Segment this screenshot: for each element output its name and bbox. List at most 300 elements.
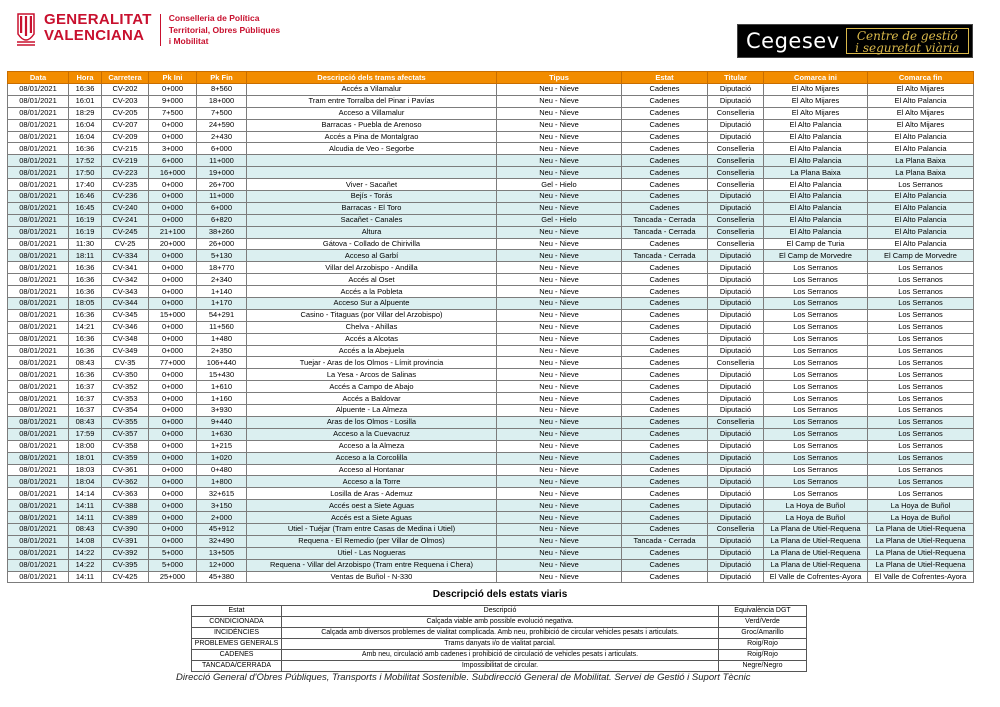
table-row <box>8 428 974 440</box>
table-cell: Neu - Nieve <box>497 428 622 440</box>
table-cell: 08/01/2021 <box>8 559 69 571</box>
table-cell: Cadenes <box>622 167 708 179</box>
table-cell: 16:37 <box>69 405 102 417</box>
table-cell: Diputació <box>708 488 764 500</box>
table-cell: 08/01/2021 <box>8 416 69 428</box>
table-cell: 08/01/2021 <box>8 309 69 321</box>
table-cell: Neu - Nieve <box>497 547 622 559</box>
table-cell: 08/01/2021 <box>8 143 69 155</box>
table-cell: Conselleria <box>708 107 764 119</box>
table-cell: 08/01/2021 <box>8 286 69 298</box>
table-cell: 14:22 <box>69 547 102 559</box>
column-header: Tipus <box>497 72 622 84</box>
table-cell: Conselleria <box>708 416 764 428</box>
legend-row <box>192 617 807 628</box>
table-cell: 14:08 <box>69 535 102 547</box>
table-cell: Tuejar - Aras de los Olmos - Límit provincia <box>247 357 497 369</box>
table-cell: 14:14 <box>69 488 102 500</box>
table-cell: Neu - Nieve <box>497 95 622 107</box>
table-cell: Los Serranos <box>764 428 868 440</box>
table-cell: Acceso al Hontanar <box>247 464 497 476</box>
table-cell: 08/01/2021 <box>8 274 69 286</box>
table-cell: El Alto Mijares <box>868 84 974 96</box>
table-cell: Neu - Nieve <box>497 523 622 535</box>
table-cell: Los Serranos <box>868 274 974 286</box>
table-cell: 14:21 <box>69 321 102 333</box>
cons-line2: Territorial, Obres Públiques <box>168 24 281 35</box>
table-cell: El Alto Palancia <box>868 143 974 155</box>
table-row <box>8 191 974 203</box>
table-cell: 14:11 <box>69 512 102 524</box>
table-cell: Cadenes <box>622 369 708 381</box>
table-cell: La Plana Baixa <box>868 155 974 167</box>
table-cell: Los Serranos <box>764 464 868 476</box>
table-cell: 0+000 <box>149 298 197 310</box>
table-cell: 08/01/2021 <box>8 84 69 96</box>
table-cell: Los Serranos <box>868 345 974 357</box>
table-cell: Los Serranos <box>764 476 868 488</box>
cegesev-sub1: Centre de gestió <box>856 29 958 43</box>
table-cell: Los Serranos <box>764 286 868 298</box>
table-cell: Neu - Nieve <box>497 274 622 286</box>
table-cell: Los Serranos <box>868 428 974 440</box>
table-cell: Cadenes <box>622 155 708 167</box>
table-row <box>8 571 974 583</box>
table-cell: Los Serranos <box>868 464 974 476</box>
table-cell: Diputació <box>708 547 764 559</box>
table-cell: Neu - Nieve <box>497 167 622 179</box>
table-cell: El Alto Palancia <box>764 143 868 155</box>
table-cell: 0+000 <box>149 405 197 417</box>
table-cell: CV-35 <box>102 357 149 369</box>
table-row <box>8 262 974 274</box>
table-cell: 16:36 <box>69 333 102 345</box>
table-cell: Neu - Nieve <box>497 226 622 238</box>
table-cell: CV-349 <box>102 345 149 357</box>
table-cell: 3+000 <box>149 143 197 155</box>
table-cell: Acceso a la Corcolilla <box>247 452 497 464</box>
table-cell: CV-352 <box>102 381 149 393</box>
table-cell: 08/01/2021 <box>8 167 69 179</box>
table-cell: Barracas - Puebla de Arenoso <box>247 119 497 131</box>
legend-cell: PROBLEMES GENERALS <box>192 639 282 650</box>
column-header: Descripció dels trams afectats <box>247 72 497 84</box>
column-header: Data <box>8 72 69 84</box>
table-cell: Cadenes <box>622 274 708 286</box>
table-cell: Neu - Nieve <box>497 393 622 405</box>
table-cell: Conselleria <box>708 167 764 179</box>
table-cell: Diputació <box>708 345 764 357</box>
table-cell: 16+000 <box>149 167 197 179</box>
table-cell: La Plana de Utiel-Requena <box>764 535 868 547</box>
table-cell: El Alto Palancia <box>764 214 868 226</box>
table-cell: 0+000 <box>149 131 197 143</box>
table-cell: Los Serranos <box>764 405 868 417</box>
table-cell: La Plana de Utiel-Requena <box>764 547 868 559</box>
table-cell: 0+000 <box>149 333 197 345</box>
table-cell: 08/01/2021 <box>8 131 69 143</box>
table-cell: La Plana de Utiel-Requena <box>764 559 868 571</box>
table-cell: Cadenes <box>622 321 708 333</box>
table-cell: 08/01/2021 <box>8 321 69 333</box>
table-cell: Diputació <box>708 535 764 547</box>
table-cell: El Alto Palancia <box>868 238 974 250</box>
table-cell: 16:19 <box>69 214 102 226</box>
table-cell: 1+020 <box>197 452 247 464</box>
table-cell: CV-389 <box>102 512 149 524</box>
table-cell: Sacañet - Canales <box>247 214 497 226</box>
table-cell: 0+000 <box>149 214 197 226</box>
table-cell: El Alto Palancia <box>868 226 974 238</box>
table-cell: CV-344 <box>102 298 149 310</box>
table-cell: Acceso al Garbí <box>247 250 497 262</box>
table-cell: 0+000 <box>149 464 197 476</box>
table-cell: 21+100 <box>149 226 197 238</box>
table-cell: 16:36 <box>69 274 102 286</box>
table-row <box>8 155 974 167</box>
table-cell: Cadenes <box>622 202 708 214</box>
table-cell: 5+130 <box>197 250 247 262</box>
gen-name-line1: GENERALITAT <box>44 11 152 28</box>
table-cell: Accés oest a Siete Aguas <box>247 500 497 512</box>
table-cell: 0+000 <box>149 500 197 512</box>
table-cell: 18:29 <box>69 107 102 119</box>
table-cell: El Alto Palancia <box>764 119 868 131</box>
table-cell: 16:36 <box>69 286 102 298</box>
table-cell: CV-240 <box>102 202 149 214</box>
table-cell: 08/01/2021 <box>8 357 69 369</box>
table-cell: El Alto Mijares <box>868 119 974 131</box>
table-cell: CV-425 <box>102 571 149 583</box>
column-header: Hora <box>69 72 102 84</box>
table-row <box>8 84 974 96</box>
table-cell: Cadenes <box>622 547 708 559</box>
table-cell: Accés a Pina de Montalgrao <box>247 131 497 143</box>
table-cell: 6+000 <box>197 143 247 155</box>
table-cell: 11:30 <box>69 238 102 250</box>
table-cell: 08/01/2021 <box>8 119 69 131</box>
column-header: Pk Ini <box>149 72 197 84</box>
table-cell: Neu - Nieve <box>497 369 622 381</box>
table-cell: 08/01/2021 <box>8 95 69 107</box>
table-cell: 0+000 <box>149 202 197 214</box>
table-row <box>8 500 974 512</box>
table-cell: Accés a Baldovar <box>247 393 497 405</box>
table-cell: La Plana de Utiel-Requena <box>868 535 974 547</box>
table-cell: CV-353 <box>102 393 149 405</box>
table-cell: CV-343 <box>102 286 149 298</box>
table-cell: Los Serranos <box>764 333 868 345</box>
table-cell: Conselleria <box>708 143 764 155</box>
table-cell: Acceso a la Almeza <box>247 440 497 452</box>
table-cell: 16:45 <box>69 202 102 214</box>
table-cell: 16:04 <box>69 131 102 143</box>
table-cell: CV-341 <box>102 262 149 274</box>
table-row <box>8 523 974 535</box>
legend-cell: Impossibilitat de circular. <box>282 661 719 672</box>
table-cell: 08/01/2021 <box>8 191 69 203</box>
table-cell: Cadenes <box>622 416 708 428</box>
table-row <box>8 357 974 369</box>
table-cell: 0+000 <box>149 250 197 262</box>
table-cell: Accés a la Pobleta <box>247 286 497 298</box>
table-cell: Los Serranos <box>868 262 974 274</box>
cegesev-sub2: i seguretat viària <box>855 41 960 55</box>
table-cell: 45+380 <box>197 571 247 583</box>
cons-line1: Conselleria de Política <box>168 13 260 23</box>
table-cell: 08/01/2021 <box>8 155 69 167</box>
table-cell: Los Serranos <box>764 274 868 286</box>
table-cell: Ventas de Buñol - N-330 <box>247 571 497 583</box>
table-cell: Neu - Nieve <box>497 309 622 321</box>
table-cell: CV-241 <box>102 214 149 226</box>
table-cell: 16:04 <box>69 119 102 131</box>
cons-line3: i Mobilitat <box>168 36 209 46</box>
table-cell: Los Serranos <box>868 405 974 417</box>
table-cell: CV-390 <box>102 523 149 535</box>
table-cell: Cadenes <box>622 559 708 571</box>
table-cell: Los Serranos <box>868 369 974 381</box>
table-cell: 24+590 <box>197 119 247 131</box>
table-cell: Neu - Nieve <box>497 131 622 143</box>
table-cell: Cadenes <box>622 464 708 476</box>
legend-cell: Negre/Negro <box>719 661 807 672</box>
legend-cell: Verd/Verde <box>719 617 807 628</box>
table-cell: 1+800 <box>197 476 247 488</box>
table-cell: 0+000 <box>149 440 197 452</box>
table-header-row <box>8 72 974 84</box>
table-cell: 08/01/2021 <box>8 523 69 535</box>
footer-credit: Direcció General d'Obres Públiques, Transports i Mobilitat Sostenible. Subdirecció General de Mobilitat. Servei de Gestió i Suport Tècnic <box>176 672 751 683</box>
table-cell: Neu - Nieve <box>497 357 622 369</box>
table-cell: Diputació <box>708 452 764 464</box>
table-cell: 17:52 <box>69 155 102 167</box>
table-cell: Diputació <box>708 84 764 96</box>
table-cell: 0+000 <box>149 512 197 524</box>
table-cell: Los Serranos <box>764 452 868 464</box>
table-cell: CV-345 <box>102 309 149 321</box>
table-cell: Diputació <box>708 428 764 440</box>
table-cell: El Alto Palancia <box>764 202 868 214</box>
table-cell: Requena - El Remedio (per Villar de Olmos) <box>247 535 497 547</box>
table-cell: Cadenes <box>622 357 708 369</box>
table-cell: 16:36 <box>69 345 102 357</box>
table-cell: 17:40 <box>69 179 102 191</box>
table-cell: 08/01/2021 <box>8 298 69 310</box>
table-cell: 11+000 <box>197 155 247 167</box>
legend-column-header: Equivalència DGT <box>719 606 807 617</box>
gen-name-line2: VALENCIANA <box>44 27 145 44</box>
table-cell: El Alto Mijares <box>764 95 868 107</box>
table-cell: Diputació <box>708 274 764 286</box>
table-cell: 16:36 <box>69 309 102 321</box>
table-cell: Losilla de Aras - Ademuz <box>247 488 497 500</box>
table-cell: Los Serranos <box>764 369 868 381</box>
table-cell: 3+930 <box>197 405 247 417</box>
table-cell: El Alto Mijares <box>868 107 974 119</box>
table-cell: Cadenes <box>622 107 708 119</box>
table-cell: 0+000 <box>149 535 197 547</box>
table-cell: 0+000 <box>149 488 197 500</box>
table-cell: Cadenes <box>622 286 708 298</box>
table-cell: 08/01/2021 <box>8 179 69 191</box>
table-cell: El Alto Palancia <box>868 214 974 226</box>
table-cell: 0+000 <box>149 393 197 405</box>
table-row <box>8 369 974 381</box>
table-row <box>8 393 974 405</box>
table-cell: Diputació <box>708 369 764 381</box>
table-cell: Los Serranos <box>764 381 868 393</box>
table-cell: Neu - Nieve <box>497 571 622 583</box>
table-cell: 6+000 <box>149 155 197 167</box>
table-cell: Los Serranos <box>764 357 868 369</box>
table-cell: Cadenes <box>622 143 708 155</box>
logo-divider <box>160 14 161 46</box>
table-cell: Cadenes <box>622 393 708 405</box>
table-cell: 1+480 <box>197 333 247 345</box>
table-cell: Diputació <box>708 500 764 512</box>
table-cell: Los Serranos <box>764 321 868 333</box>
table-cell: Los Serranos <box>764 345 868 357</box>
table-cell: 18:04 <box>69 476 102 488</box>
legend-row <box>192 661 807 672</box>
table-cell: Viver - Sacañet <box>247 179 497 191</box>
table-cell: 26+000 <box>197 238 247 250</box>
table-cell: 08/01/2021 <box>8 393 69 405</box>
table-cell: 08/01/2021 <box>8 202 69 214</box>
table-cell: CV-342 <box>102 274 149 286</box>
table-cell: Los Serranos <box>868 286 974 298</box>
table-cell: Neu - Nieve <box>497 84 622 96</box>
table-cell: 1+140 <box>197 286 247 298</box>
table-cell: El Camp de Morvedre <box>764 250 868 262</box>
table-cell: El Alto Palancia <box>868 131 974 143</box>
table-row <box>8 321 974 333</box>
table-cell: Neu - Nieve <box>497 238 622 250</box>
table-cell <box>247 155 497 167</box>
table-cell: Tancada - Cerrada <box>622 226 708 238</box>
table-cell: Neu - Nieve <box>497 202 622 214</box>
table-row <box>8 345 974 357</box>
table-cell: 08/01/2021 <box>8 428 69 440</box>
table-cell: El Alto Palancia <box>764 191 868 203</box>
table-cell: Gel - Hielo <box>497 214 622 226</box>
table-row <box>8 95 974 107</box>
table-cell: Diputació <box>708 393 764 405</box>
table-cell: 08/01/2021 <box>8 535 69 547</box>
table-cell: Cadenes <box>622 571 708 583</box>
legend-body <box>192 617 807 672</box>
table-row <box>8 226 974 238</box>
table-cell: Tancada - Cerrada <box>622 535 708 547</box>
table-cell: La Yesa - Arcos de Salinas <box>247 369 497 381</box>
table-cell: Neu - Nieve <box>497 488 622 500</box>
table-cell: CV-205 <box>102 107 149 119</box>
table-cell: Diputació <box>708 262 764 274</box>
table-cell: CV-334 <box>102 250 149 262</box>
table-cell: Los Serranos <box>868 452 974 464</box>
table-cell: 18:00 <box>69 440 102 452</box>
table-cell: 08/01/2021 <box>8 262 69 274</box>
table-cell: 18+770 <box>197 262 247 274</box>
table-cell: La Hoya de Buñol <box>764 512 868 524</box>
table-cell: Neu - Nieve <box>497 107 622 119</box>
table-cell: Diputació <box>708 250 764 262</box>
table-cell: Los Serranos <box>868 416 974 428</box>
table-cell: 18:11 <box>69 250 102 262</box>
table-cell: Neu - Nieve <box>497 345 622 357</box>
table-cell: Utiel - Las Nogueras <box>247 547 497 559</box>
table-cell: CV-202 <box>102 84 149 96</box>
table-cell: Los Serranos <box>868 393 974 405</box>
table-cell: 19+000 <box>197 167 247 179</box>
table-cell: 08/01/2021 <box>8 333 69 345</box>
table-cell: Gátova - Collado de Chirivilla <box>247 238 497 250</box>
legend-title: Descripció dels estats viaris <box>432 589 568 600</box>
table-cell: 08/01/2021 <box>8 345 69 357</box>
column-header: Pk Fin <box>197 72 247 84</box>
table-cell: Cadenes <box>622 381 708 393</box>
table-cell: 77+000 <box>149 357 197 369</box>
table-cell: Diputació <box>708 298 764 310</box>
table-cell: Accés a Campo de Abajo <box>247 381 497 393</box>
table-cell: 15+000 <box>149 309 197 321</box>
table-cell: 106+440 <box>197 357 247 369</box>
table-cell: 15+430 <box>197 369 247 381</box>
table-cell: Neu - Nieve <box>497 250 622 262</box>
road-status-table <box>7 71 974 583</box>
table-cell: Neu - Nieve <box>497 119 622 131</box>
table-cell: Los Serranos <box>868 476 974 488</box>
table-cell: 16:01 <box>69 95 102 107</box>
table-cell: CV-223 <box>102 167 149 179</box>
table-cell: Los Serranos <box>764 440 868 452</box>
table-cell: Conselleria <box>708 179 764 191</box>
table-cell: Acceso a la Cuevacruz <box>247 428 497 440</box>
table-cell: 08/01/2021 <box>8 250 69 262</box>
table-cell: 0+000 <box>149 416 197 428</box>
legend-header-row <box>192 606 807 617</box>
table-row <box>8 488 974 500</box>
table-cell: 14:22 <box>69 559 102 571</box>
table-row <box>8 131 974 143</box>
table-cell: 0+000 <box>149 369 197 381</box>
table-cell: 0+000 <box>149 381 197 393</box>
conselleria-name <box>169 12 280 47</box>
table-cell: La Plana de Utiel-Requena <box>868 523 974 535</box>
table-cell: Accés a la Abejuela <box>247 345 497 357</box>
table-cell: 16:36 <box>69 143 102 155</box>
table-cell: CV-354 <box>102 405 149 417</box>
table-cell: 16:36 <box>69 84 102 96</box>
table-cell: Neu - Nieve <box>497 298 622 310</box>
table-row <box>8 440 974 452</box>
table-cell: 38+260 <box>197 226 247 238</box>
table-cell: 16:46 <box>69 191 102 203</box>
table-cell: El Camp de Turia <box>764 238 868 250</box>
table-row <box>8 559 974 571</box>
table-cell: Cadenes <box>622 84 708 96</box>
table-cell: 17:50 <box>69 167 102 179</box>
table-cell: Conselleria <box>708 238 764 250</box>
table-cell: Casino - Titaguas (por Villar del Arzobispo) <box>247 309 497 321</box>
table-cell: Diputació <box>708 571 764 583</box>
table-cell: La Plana de Utiel-Requena <box>764 523 868 535</box>
table-cell: 11+560 <box>197 321 247 333</box>
table-cell: 17:59 <box>69 428 102 440</box>
table-cell: 08/01/2021 <box>8 512 69 524</box>
table-cell: Diputació <box>708 309 764 321</box>
